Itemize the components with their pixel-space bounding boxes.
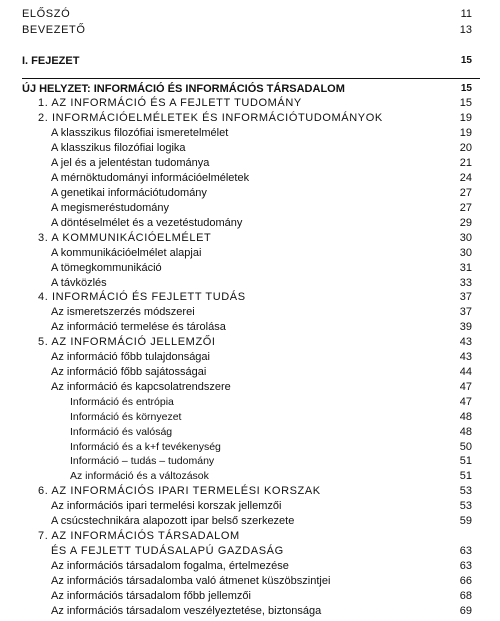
toc-entry: [0, 379, 500, 395]
toc-entry-title: 5. AZ INFORMÁCIÓ JELLEMZŐI: [38, 336, 216, 348]
toc-entry: [0, 200, 500, 216]
toc-entry-page: 43: [459, 336, 472, 348]
toc-entry-page: 51: [459, 470, 472, 482]
toc-entry-title: Az információs ipari termelési korszak jellemzői: [51, 500, 282, 512]
toc-entry-title: Az információs társadalomba való átmenet küszöbszintjei: [51, 575, 331, 587]
toc-entry: [0, 409, 500, 425]
toc-entry: [0, 6, 500, 22]
toc-entry-page: 53: [459, 485, 472, 497]
toc-entry-title: Az ismeretszerzés módszerei: [51, 306, 195, 318]
toc-entry-title: Az információs társadalom fogalma, értelmezése: [51, 560, 289, 572]
toc-entry-title: A döntéselmélet és a vezetéstudomány: [51, 217, 243, 229]
toc-entry: [0, 573, 500, 589]
toc-entry-page: 20: [459, 142, 472, 154]
toc-entry: [0, 349, 500, 365]
toc-entry: [0, 558, 500, 574]
toc-entry: [0, 424, 500, 440]
toc-entry-page: 63: [459, 560, 472, 572]
toc-entry: [0, 588, 500, 604]
toc-entry-page: 48: [459, 411, 472, 423]
toc-entry: [0, 304, 500, 320]
toc-entry: [0, 364, 500, 380]
toc-entry-title: A megismeréstudomány: [51, 202, 169, 214]
toc-entry: [0, 125, 500, 141]
toc-entry-title: 1. AZ INFORMÁCIÓ ÉS A FEJLETT TUDOMÁNY: [38, 97, 302, 109]
toc-entry-page: 30: [459, 232, 472, 244]
toc-entry: [0, 453, 500, 469]
toc-entry-page: 33: [459, 277, 472, 289]
toc-entry-page: 11: [460, 8, 472, 20]
toc-entry-title: A jel és a jelentéstan tudománya: [51, 157, 210, 169]
toc-entry: [0, 215, 500, 231]
toc-entry-title: BEVEZETŐ: [22, 24, 86, 36]
toc-entry-page: 29: [459, 217, 472, 229]
toc-entry: [0, 140, 500, 156]
toc-entry-title: Az információ termelése és tárolása: [51, 321, 226, 333]
toc-entry-page: 43: [459, 351, 472, 363]
toc-entry: [0, 603, 500, 619]
toc-entry: [0, 468, 500, 484]
toc-entry-title: A klasszikus filozófiai ismeretelmélet: [51, 127, 229, 139]
toc-entry-page: 27: [459, 202, 472, 214]
toc-entry-title: 2. INFORMÁCIÓELMÉLETEK ÉS INFORMÁCIÓTUDOMÁNYOK: [38, 112, 383, 124]
toc-entry-title: 7. AZ INFORMÁCIÓS TÁRSADALOM: [38, 530, 240, 542]
toc-entry-title: ÚJ HELYZET: INFORMÁCIÓ ÉS INFORMÁCIÓS TÁRSADALOM: [22, 83, 345, 95]
toc-entry-title: Az információ és kapcsolatrendszere: [51, 381, 231, 393]
toc-entry: [0, 528, 500, 544]
toc-entry-page: 19: [459, 112, 472, 124]
toc-entry-page: 15: [460, 55, 472, 66]
toc-entry-title: A klasszikus filozófiai logika: [51, 142, 186, 154]
toc-entry-title: A csúcstechnikára alapozott ipar belső szerkezete: [51, 515, 295, 527]
toc-entry-page: 51: [459, 455, 472, 467]
toc-entry: [0, 245, 500, 261]
toc-entry-page: 37: [459, 291, 472, 303]
toc-entry-page: 50: [459, 441, 472, 453]
toc-entry-page: 30: [459, 247, 472, 259]
toc-entry-page: 48: [459, 426, 472, 438]
toc-entry-page: 13: [459, 24, 472, 36]
toc-entry-title: A genetikai információtudomány: [51, 187, 207, 199]
toc-entry-title: 6. AZ INFORMÁCIÓS IPARI TERMELÉSI KORSZAK: [38, 485, 321, 497]
toc-entry-page: 53: [459, 500, 472, 512]
toc-entry-title: Az információ főbb tulajdonságai: [51, 351, 210, 363]
toc-entry-page: 44: [459, 366, 472, 378]
toc-entry-page: 19: [459, 127, 472, 139]
toc-entry: [0, 498, 500, 514]
toc-entry-title: Az információs társadalom veszélyeztetése, biztonsága: [51, 605, 322, 617]
toc-entry-title: A mérnöktudományi információelméletek: [51, 172, 250, 184]
toc-entry-page: 66: [459, 575, 472, 587]
toc-entry: [0, 230, 500, 246]
toc-entry-title: A távközlés: [51, 277, 107, 289]
toc-entry-title: Információ és entrópia: [70, 396, 174, 408]
toc-entry: [0, 543, 500, 559]
toc-entry-page: 47: [459, 396, 472, 408]
toc-entry: [0, 155, 500, 171]
toc-entry-title: Információ – tudás – tudomány: [70, 455, 215, 467]
toc-entry: [0, 260, 500, 276]
toc-entry-page: 24: [459, 172, 472, 184]
toc-entry: [0, 185, 500, 201]
toc-entry: [0, 22, 500, 38]
heading-underline: [22, 78, 480, 79]
toc-entry-title: Információ és a k+f tevékenység: [70, 441, 221, 453]
toc-entry-page: 15: [459, 97, 472, 109]
toc-entry-page: 39: [459, 321, 472, 333]
toc-entry-title: ELŐSZÓ: [22, 8, 71, 20]
toc-entry-title: Információ és valóság: [70, 426, 173, 438]
toc-entry-title: Az információ főbb sajátosságai: [51, 366, 207, 378]
toc-entry-title: 3. A KOMMUNIKÁCIÓELMÉLET: [38, 232, 212, 244]
toc-entry-page: 63: [459, 545, 472, 557]
toc-entry: [0, 334, 500, 350]
toc-entry-title: 4. INFORMÁCIÓ ÉS FEJLETT TUDÁS: [38, 291, 246, 303]
toc-entry: [0, 394, 500, 410]
toc-entry-page: 68: [459, 590, 472, 602]
toc-entry-page: 31: [459, 262, 472, 274]
toc-entry-page: 15: [460, 83, 472, 94]
toc-entry: [0, 95, 500, 111]
toc-entry-title: A kommunikációelmélet alapjai: [51, 247, 202, 259]
toc-entry: [0, 53, 500, 69]
toc-entry: [0, 513, 500, 529]
toc-entry: [0, 170, 500, 186]
toc-entry-title: I. FEJEZET: [22, 55, 80, 67]
toc-entry: [0, 319, 500, 335]
toc-entry-page: 59: [459, 515, 472, 527]
toc-entry-title: ÉS A FEJLETT TUDÁSALAPÚ GAZDASÁG: [51, 545, 284, 557]
toc-entry-title: A tömegkommunikáció: [51, 262, 162, 274]
toc-entry-title: Információ és környezet: [70, 411, 182, 423]
toc-entry: [0, 110, 500, 126]
toc-entry-page: 27: [459, 187, 472, 199]
toc-entry: [0, 483, 500, 499]
toc-entry-page: 21: [459, 157, 472, 169]
toc-entry-title: Az információ és a változások: [70, 470, 209, 482]
toc-entry: [0, 289, 500, 305]
toc-entry-page: 69: [459, 605, 472, 617]
toc-entry-page: 37: [459, 306, 472, 318]
toc-entry-page: 47: [459, 381, 472, 393]
toc-entry-title: Az információs társadalom főbb jellemzői: [51, 590, 251, 602]
